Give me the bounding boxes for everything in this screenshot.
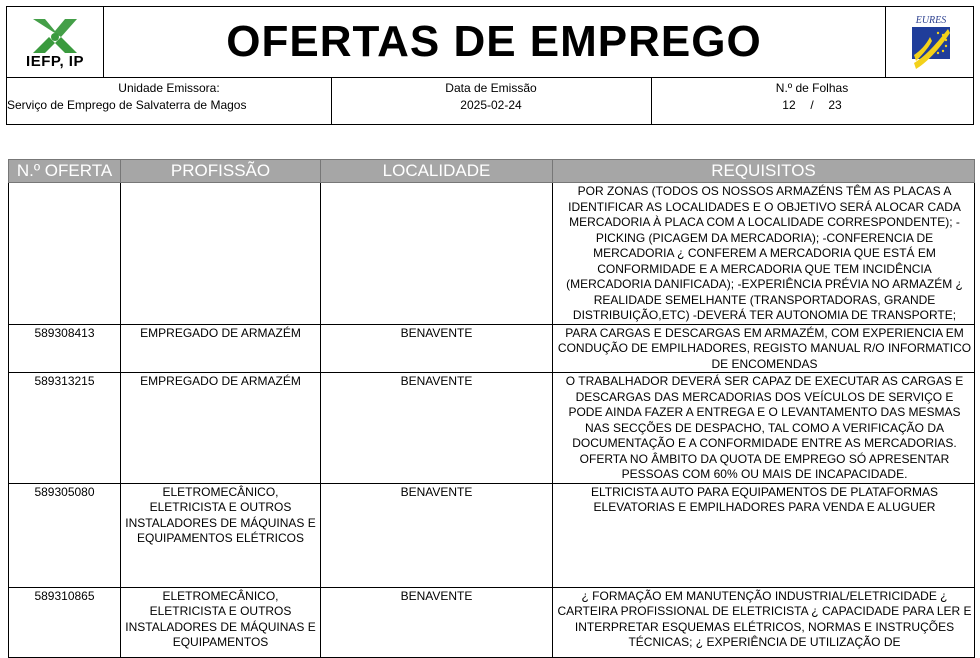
table-header-row bbox=[9, 160, 975, 183]
location-cell bbox=[321, 183, 553, 325]
offer-number-cell: 589308413 bbox=[9, 324, 121, 373]
issue-date-cell bbox=[331, 78, 652, 124]
issue-date-value: 2025-02-24 bbox=[460, 98, 522, 112]
table-row bbox=[9, 373, 975, 484]
location-cell: BENAVENTE bbox=[321, 324, 553, 373]
requirements-cell: ¿ FORMAÇÃO EM MANUTENÇÃO INDUSTRIAL/ELETRICIDADE ¿ CARTEIRA PROFISSIONAL DE ELETRICISTA ¿ CAPACIDADE PARA LER E INTERPRETAR ESQUEMAS ELÉTRICOS, NORMAS E INSTRUÇÕES TÉCNICAS; ¿ EXPERIÊNCIA DE UTILIZAÇÃO DE bbox=[553, 587, 975, 657]
column-header-location: LOCALIDADE bbox=[321, 160, 553, 183]
requirements-cell: O TRABALHADOR DEVERÁ SER CAPAZ DE EXECUTAR AS CARGAS E DESCARGAS DAS MERCADORIAS DOS VEÍCULOS DE SERVIÇO E PODE AINDA FAZER A ENTREGA E O LEVANTAMENTO DAS MESMAS NAS SECÇÕES DE DESPACHO, TAL COMO A VERIFICAÇÃO DA DOCUMENTAÇÃO E A CONFORMIDADE ENTRE AS MERCADORIAS. OFERTA NO ÂMBITO DA QUOTA DE EMPREGO SÓ APRESENTAR PESSOAS COM 60% OU MAIS DE INCAPACIDADE. bbox=[553, 373, 975, 484]
table-row bbox=[9, 587, 975, 657]
issuer-cell bbox=[7, 78, 332, 124]
column-header-offer: N.º OFERTA bbox=[9, 160, 121, 183]
table-row bbox=[9, 483, 975, 587]
offer-number-cell: 589313215 bbox=[9, 373, 121, 484]
sheet-count-cell bbox=[651, 78, 973, 124]
sheet-count-value bbox=[651, 98, 973, 112]
table-row bbox=[9, 324, 975, 373]
job-offers-table bbox=[8, 159, 975, 658]
location-cell: BENAVENTE bbox=[321, 587, 553, 657]
requirements-cell: ELTRICISTA AUTO PARA EQUIPAMENTOS DE PLATAFORMAS ELEVATORIAS E EMPILHADORES PARA VENDA E ALUGUER bbox=[553, 483, 975, 587]
requirements-cell: POR ZONAS (TODOS OS NOSSOS ARMAZÉNS TÊM AS PLACAS A IDENTIFICAR AS LOCALIDADES E O OBJETIVO SERÁ ALOCAR CADA MERCADORIA À PLACA COM A LOCALIDADE CORRESPONDENTE); -PICKING (PICAGEM DA MERCADORIA); -CONFERENCIA DE MERCADORIA ¿ CONFEREM A MERCADORIA QUE ESTÁ EM CONFORMIDADE E A MERCADORIA QUE TEM INCIDÊNCIA (MERCADORIA DANIFICADA); -EXPERIÊNCIA PRÉVIA NO ARMAZÉM ¿ REALIDADE SEMELHANTE (TRANSPORTADORAS, GRANDE DISTRIBUIÇÃO,ETC) -DEVERÁ TER AUTONOMIA DE TRANSPORTE; bbox=[553, 183, 975, 325]
profession-cell: ELETROMECÂNICO, ELETRICISTA E OUTROS INSTALADORES DE MÁQUINAS E EQUIPAMENTOS bbox=[121, 587, 321, 657]
issue-date-label: Data de Emissão bbox=[445, 81, 537, 95]
eures-logo-cell bbox=[885, 7, 974, 77]
location-cell: BENAVENTE bbox=[321, 373, 553, 484]
header-info-bar bbox=[6, 77, 974, 125]
column-header-requirements: REQUISITOS bbox=[553, 160, 975, 183]
eures-logo-icon bbox=[904, 13, 958, 73]
profession-cell: EMPREGADO DE ARMAZÉM bbox=[121, 324, 321, 373]
offer-number-cell: 589305080 bbox=[9, 483, 121, 587]
sheet-separator: / bbox=[810, 98, 814, 112]
profession-cell: ELETROMECÂNICO, ELETRICISTA E OUTROS INSTALADORES DE MÁQUINAS E EQUIPAMENTOS ELÉTRICOS bbox=[121, 483, 321, 587]
profession-cell: EMPREGADO DE ARMAZÉM bbox=[121, 373, 321, 484]
profession-cell bbox=[121, 183, 321, 325]
document-header bbox=[6, 6, 974, 124]
sheet-current: 12 bbox=[782, 98, 796, 112]
iefp-logo-cell bbox=[7, 7, 104, 77]
eures-logo-text: EURES bbox=[915, 15, 947, 26]
iefp-logo-text: IEFP, IP bbox=[26, 53, 84, 70]
page-title-cell bbox=[103, 7, 885, 77]
sheet-count-label: N.º de Folhas bbox=[775, 81, 849, 95]
issuer-label: Unidade Emissora: bbox=[118, 81, 220, 95]
sheet-total: 23 bbox=[828, 98, 842, 112]
header-title-bar bbox=[6, 6, 974, 78]
table-row bbox=[9, 183, 975, 325]
location-cell: BENAVENTE bbox=[321, 483, 553, 587]
offer-number-cell: 589310865 bbox=[9, 587, 121, 657]
column-header-profession: PROFISSÃO bbox=[121, 160, 321, 183]
offer-number-cell bbox=[9, 183, 121, 325]
page-title: OFERTAS DE EMPREGO bbox=[226, 17, 762, 66]
issuer-value: Serviço de Emprego de Salvaterra de Magos bbox=[7, 98, 247, 112]
requirements-cell: PARA CARGAS E DESCARGAS EM ARMAZÉM, COM EXPERIENCIA EM CONDUÇÃO DE EMPILHADORES, REGISTO MANUAL R/O INFORMATICO DE ENCOMENDAS bbox=[553, 324, 975, 373]
